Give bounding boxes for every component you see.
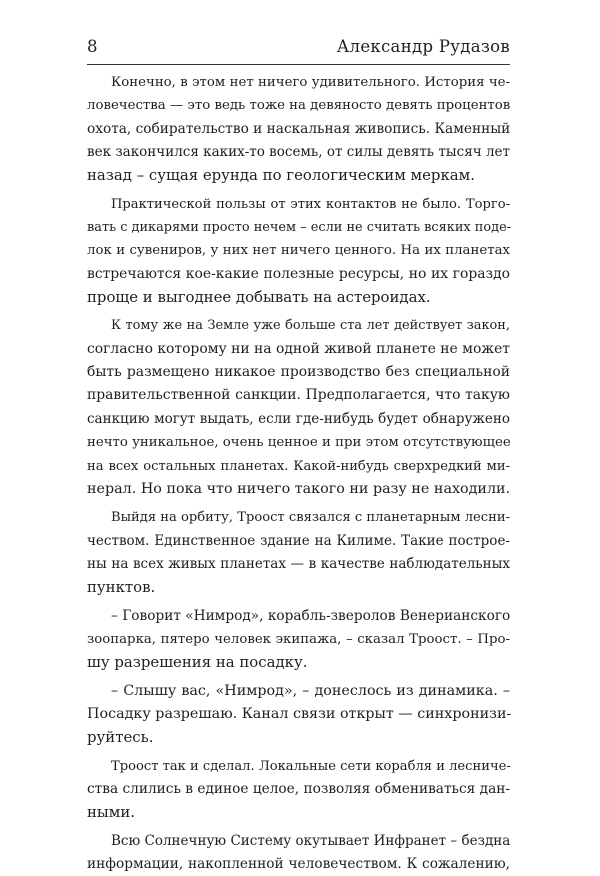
text-line: быть размещено никакое производство без специальной (87, 364, 510, 381)
text-line: проще и выгоднее добывать на астероидах. (87, 288, 431, 307)
text-line: правительственной санкции. Предполагается, что такую (87, 387, 510, 404)
text-line: Посадку разрешаю. Канал связи открыт — синхронизи- (87, 705, 512, 722)
text-line: ловечества — это ведь тоже на девяносто девять процентов (87, 98, 511, 114)
body-text (87, 71, 510, 876)
page-number: 8 (87, 37, 98, 56)
text-line: – Говорит «Нимрод», корабль-зверолов Венерианского (111, 607, 511, 624)
paragraph (87, 605, 510, 675)
text-line: зоопарка, пятеро человек экипажа, – сказал Троост. – Про- (87, 631, 510, 647)
text-line: век закончился каких-то восемь, от силы девять тысяч лет (87, 144, 510, 161)
text-line: назад – сущая ерунда по геологическим меркам. (87, 166, 475, 185)
text-line: руйтесь. (87, 728, 154, 747)
text-line: нечто уникальное, очень ценное и при этом отсутствующее (87, 435, 511, 451)
text-line: пунктов. (87, 578, 156, 597)
text-line: шу разрешения на посадку. (87, 653, 308, 672)
paragraph (87, 314, 510, 501)
text-line: согласно которому ни на одной живой планете не может (87, 340, 510, 357)
text-line: К тому же на Земле уже больше ста лет действует закон, (111, 318, 510, 334)
text-line: ными. (87, 803, 136, 822)
text-line: Практической пользы от этих контактов не было. Торго- (111, 196, 510, 212)
text-line: чеством. Единственное здание на Килиме. Такие построе- (87, 532, 510, 549)
text-line: вать с дикарями просто нечем – если не считать всяких подe- (87, 220, 512, 236)
paragraph (87, 193, 510, 310)
paragraph (87, 506, 510, 599)
text-line: ны на всех живых планетах — в качестве наблюдательных (87, 555, 510, 572)
text-line: нерал. Но пока что ничего такого ни разу не находили. (87, 480, 511, 497)
text-line: встречаются кое-какие полезные ресурсы, но их гораздо (87, 265, 510, 282)
text-line: на всех остальных планетах. Какой-нибудь сверхредкий ми- (87, 458, 510, 474)
text-line: ства слились в единое целое, позволяя обмениваться дан- (87, 780, 510, 797)
paragraph (87, 830, 510, 876)
author-name: Александр Рудазов (336, 37, 510, 56)
text-line: информации, накопленной человечеством. К сожалению, (87, 856, 510, 872)
paragraph (87, 71, 510, 188)
text-line: Выйдя на орбиту, Троост связался с планетарным лесни- (111, 510, 510, 526)
text-line: санкцию могут выдать, если где-нибудь будет обнаружено (87, 410, 510, 427)
running-head (87, 30, 510, 60)
header-rule (87, 64, 510, 65)
text-line: охота, собирательство и наскальная живопись. Каменный (87, 120, 511, 137)
text-line: лок и сувениров, у них нет ничего ценного. На их планетах (87, 243, 510, 259)
text-line: Конечно, в этом нет ничего удивительного. История че- (111, 75, 510, 90)
text-line: Троост так и сделал. Локальные сети корабля и лесниче- (111, 758, 511, 774)
paragraph (87, 680, 510, 750)
text-line: – Слышу вас, «Нимрод», – донеслось из динамика. – (111, 682, 510, 699)
text-line: Всю Солнечную Систему окутывает Инфранет – бездна (111, 832, 511, 849)
paragraph (87, 755, 510, 825)
